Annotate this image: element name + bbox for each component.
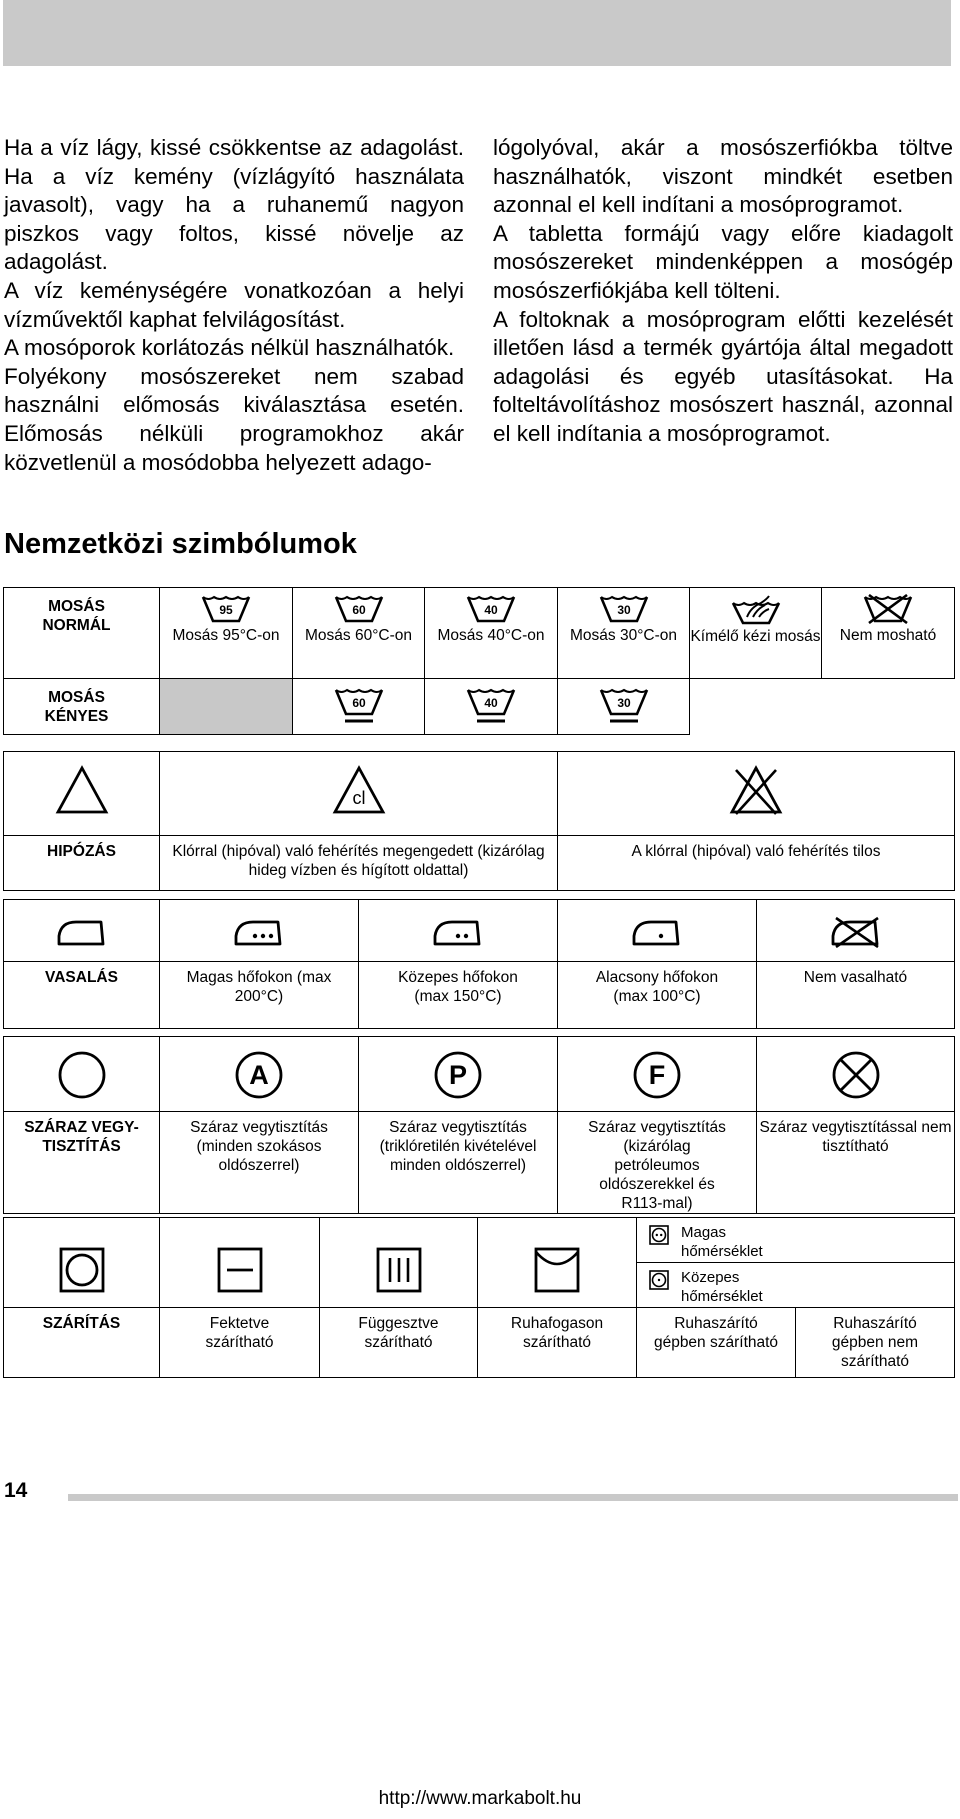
dryclean-symbol-cell xyxy=(4,1037,160,1112)
iron-table xyxy=(3,899,955,1029)
wash-40-cell xyxy=(425,588,558,679)
no-iron-icon xyxy=(830,914,882,948)
row-label: MOSÁS KÉNYES xyxy=(44,689,109,725)
intro-paragraph: A víz keménységére vonatkozóan a helyi vízművektől kaphat felvilágosítást. xyxy=(4,277,464,332)
temp-text: 40 xyxy=(484,603,498,617)
drip-dry-cell xyxy=(320,1218,478,1308)
temp-text: 95 xyxy=(219,603,233,617)
dryclean-f-text-cell xyxy=(558,1112,757,1214)
iron-symbol-cell xyxy=(4,900,160,962)
dryer-mid-temp-cell xyxy=(637,1263,955,1308)
line-dry-icon xyxy=(533,1246,581,1294)
gray-cell xyxy=(160,679,293,735)
dryclean-p-text-cell xyxy=(359,1112,558,1214)
iron-icon xyxy=(56,914,108,948)
no-wash-label: Nem mosható xyxy=(839,627,937,644)
intro-paragraph: Ha a víz lágy, kissé csökkentse az adagolást. Ha a víz kemény (vízlágyító használata javasolt), vagy ha a ruhanemű nagyon piszkos vagy foltos, kissé növelje az adagolást. xyxy=(4,135,464,275)
wash-30-label: Mosás 30°C-on xyxy=(570,627,677,644)
page-number: 14 xyxy=(4,1479,28,1502)
bleach-forbidden-text-cell xyxy=(558,836,955,891)
cl-text: cl xyxy=(352,788,365,808)
wash-60-label: Mosás 60°C-on xyxy=(305,627,412,644)
bleach-table xyxy=(3,751,955,891)
no-wash-cell xyxy=(822,588,955,679)
bleach-label-cell xyxy=(4,836,160,891)
iron-mid-cell xyxy=(359,900,558,962)
drying-table xyxy=(3,1217,955,1378)
dryclean-label-cell xyxy=(4,1112,160,1214)
row-label: VASALÁS xyxy=(45,969,118,986)
gentle-60-cell xyxy=(293,679,425,735)
dry-flat-text-cell xyxy=(160,1308,320,1378)
drip-dry-icon xyxy=(375,1246,423,1294)
dryclean-f-cell xyxy=(558,1037,757,1112)
row-label: SZÁRÍTÁS xyxy=(42,1315,121,1332)
iron-low-icon xyxy=(631,914,683,948)
iron-mid-text-cell xyxy=(359,962,558,1029)
dryclean-a-cell xyxy=(160,1037,359,1112)
section-heading: Nemzetközi szimbólumok xyxy=(4,528,357,560)
iron-low-text: Alacsony hőfokon (max 100°C) xyxy=(595,969,719,1005)
footer-bar xyxy=(68,1494,958,1501)
iron-low-text-cell xyxy=(558,962,757,1029)
wash-normal-label xyxy=(4,588,160,679)
wash-table xyxy=(3,587,955,735)
wash-30-cell xyxy=(558,588,690,679)
washtub-30-icon xyxy=(599,594,649,624)
temp-text: 30 xyxy=(616,696,631,710)
empty-cell xyxy=(690,679,822,735)
bleach-symbol-cell xyxy=(4,752,160,836)
row-label: HIPÓZÁS xyxy=(47,843,116,860)
do-not-wash-icon xyxy=(863,594,913,624)
gentle-30-cell xyxy=(558,679,690,735)
iron-no-text: Nem vasalható xyxy=(803,969,908,986)
bleach-cl-icon xyxy=(331,764,387,816)
dry-flat-icon xyxy=(216,1246,264,1294)
circle-icon xyxy=(56,1049,108,1101)
footer-url[interactable]: http://www.markabolt.hu xyxy=(378,1788,582,1809)
washtub-60-icon xyxy=(334,594,384,624)
iron-label-cell xyxy=(4,962,160,1029)
wash-95-label: Mosás 95°C-on xyxy=(172,627,280,644)
intro-paragraph: lógolyóval, akár a mosószerfiókba töltve használhatók, viszont mindkét esetben azonnal el kell indítani a mosóprogramot. xyxy=(493,135,953,218)
dryclean-p-cell xyxy=(359,1037,558,1112)
intro-paragraph: A mosóporok korlátozás nélkül használhatók. xyxy=(4,335,455,361)
iron-high-cell xyxy=(160,900,359,962)
dryer-high-temp-icon xyxy=(649,1225,669,1245)
intro-paragraph: A tabletta formájú vagy előre kiadagolt mosószereket mindenképpen a mosógép mosószerfiókjába kell tölteni. xyxy=(493,220,953,303)
hand-wash-icon xyxy=(731,593,781,625)
iron-no-text-cell xyxy=(757,962,955,1029)
dryclean-no-text-cell xyxy=(757,1112,955,1214)
dryer-high-temp-text: Magas hőmérséklet xyxy=(681,1224,763,1260)
dryer-mid-temp-text: Közepes hőmérséklet xyxy=(681,1269,763,1305)
dryer-mid-temp-icon xyxy=(649,1270,669,1290)
intro-left-column xyxy=(4,134,464,477)
row-label: MOSÁS NORMÁL xyxy=(42,598,111,634)
washtub-gentle-40-icon xyxy=(466,687,516,725)
drying-symbol-cell xyxy=(4,1218,160,1308)
temp-text: 60 xyxy=(351,603,366,617)
hand-wash-cell xyxy=(690,588,822,679)
dryclean-no-text: Száraz vegytisztítással nem tisztítható xyxy=(759,1119,952,1155)
dryclean-f-icon xyxy=(631,1049,683,1101)
iron-high-icon xyxy=(233,914,285,948)
bleach-allowed-symbol-cell xyxy=(160,752,558,836)
dryclean-no-cell xyxy=(757,1037,955,1112)
dryer-high-temp-cell xyxy=(637,1218,955,1263)
bleach-forbidden-symbol-cell xyxy=(558,752,955,836)
dryer-no-text: Ruhaszárító gépben nem szárítható xyxy=(831,1315,919,1370)
wash-gentle-label xyxy=(4,679,160,735)
bleach-allowed-text-cell xyxy=(160,836,558,891)
dryclean-a-text-cell xyxy=(160,1112,359,1214)
no-dryclean-icon xyxy=(830,1049,882,1101)
dryclean-table xyxy=(3,1036,955,1214)
temp-text: 60 xyxy=(351,696,366,710)
line-dry-text: Ruhafogason szárítható xyxy=(510,1315,604,1351)
drip-dry-text: Függesztve szárítható xyxy=(358,1315,439,1351)
gentle-40-cell xyxy=(425,679,558,735)
intro-paragraph: Folyékony mosószereket nem szabad használni előmosás kiválasztása esetén. Előmosás nélküli programokhoz akár közvetlenül a mosódobba helyezett adago- xyxy=(4,363,464,475)
dryer-ok-text: Ruhaszárító gépben szárítható xyxy=(653,1315,779,1351)
wash-60-cell xyxy=(293,588,425,679)
triangle-icon xyxy=(54,764,110,816)
bleach-allowed-text: Klórral (hipóval) való fehérítés megengedett (kizárólag hideg vízben és hígított oldattal) xyxy=(172,843,545,879)
dryer-no-text-cell xyxy=(796,1308,955,1378)
dryclean-letter: A xyxy=(249,1060,269,1090)
dryer-ok-text-cell xyxy=(637,1308,796,1378)
iron-mid-text: Közepes hőfokon (max 150°C) xyxy=(398,969,518,1005)
intro-right-column xyxy=(493,134,953,449)
wash-95-cell xyxy=(160,588,293,679)
iron-high-text-cell xyxy=(160,962,359,1029)
no-bleach-icon xyxy=(728,764,784,816)
dryclean-a-icon xyxy=(233,1049,285,1101)
temp-text: 30 xyxy=(616,603,631,617)
iron-mid-icon xyxy=(432,914,484,948)
iron-no-cell xyxy=(757,900,955,962)
temp-text: 40 xyxy=(484,696,498,710)
washtub-40-icon xyxy=(466,594,516,624)
dryclean-letter: F xyxy=(648,1060,666,1090)
intro-paragraph: A foltoknak a mosóprogram előtti kezelését illetően lásd a termék gyártója által megadott adagolási és egyéb utasításokat. Ha folteltávolításhoz mosószert használ, azonnal el kell indítania a mosóprogramot. xyxy=(493,306,953,446)
dryclean-f-text: Száraz vegytisztítás (kizárólag petróleumos oldószerekkel és R113-mal) xyxy=(588,1119,726,1212)
iron-high-text: Magas hőfokon (max 200°C) xyxy=(186,969,332,1005)
drying-label-cell xyxy=(4,1308,160,1378)
tumble-dry-icon xyxy=(58,1246,106,1294)
drip-dry-text-cell xyxy=(320,1308,478,1378)
washtub-95-icon xyxy=(201,594,251,624)
washtub-gentle-30-icon xyxy=(599,687,649,725)
iron-low-cell xyxy=(558,900,757,962)
line-dry-cell xyxy=(478,1218,637,1308)
dryclean-p-text: Száraz vegytisztítás (triklóretilén kivételével minden oldószerrel) xyxy=(379,1119,537,1174)
empty-cell xyxy=(822,679,955,735)
wash-40-label: Mosás 40°C-on xyxy=(437,627,545,644)
line-dry-text-cell xyxy=(478,1308,637,1378)
dryclean-p-icon xyxy=(432,1049,484,1101)
header-bar xyxy=(3,0,951,66)
dryclean-letter: P xyxy=(448,1060,468,1090)
bleach-forbidden-text: A klórral (hipóval) való fehérítés tilos xyxy=(631,843,881,860)
hand-wash-label: Kímélő kézi mosás xyxy=(690,628,821,645)
row-label: SZÁRAZ VEGY-TISZTÍTÁS xyxy=(24,1119,139,1155)
dryclean-a-text: Száraz vegytisztítás (minden szokásos oldószerrel) xyxy=(190,1119,328,1174)
dry-flat-text: Fektetve szárítható xyxy=(205,1315,274,1351)
washtub-gentle-60-icon xyxy=(334,687,384,725)
dry-flat-cell xyxy=(160,1218,320,1308)
